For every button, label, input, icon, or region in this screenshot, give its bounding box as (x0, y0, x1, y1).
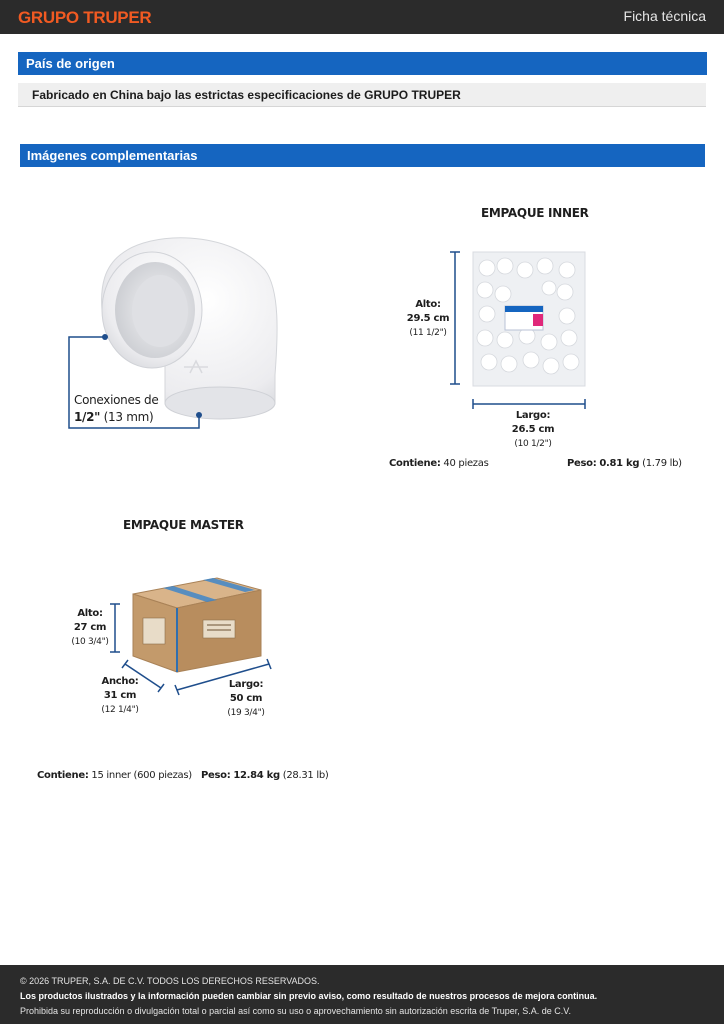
inner-height-label (398, 298, 458, 340)
inner-contents-title: Contiene: (389, 458, 441, 469)
origin-text: Fabricado en China bajo las estrictas especificaciones de GRUPO TRUPER (18, 83, 706, 107)
connection-size-label (74, 392, 174, 426)
master-length-imperial: (19 3/4") (227, 708, 265, 718)
inner-contents (389, 457, 489, 471)
master-package-title: EMPAQUE MASTER (123, 518, 244, 532)
master-height-label (62, 607, 118, 649)
master-width-imperial: (12 1/4") (101, 705, 139, 715)
connection-metric: (13 mm) (103, 410, 154, 424)
master-contents-value: 15 inner (600 piezas) (91, 770, 192, 781)
master-height-title: Alto: (77, 608, 103, 619)
master-width-value: 31 cm (103, 690, 137, 701)
master-weight-imperial: (28.31 lb) (282, 770, 329, 781)
inner-weight-imperial: (1.79 lb) (642, 458, 682, 469)
master-width-title: Ancho: (101, 676, 139, 687)
inner-weight-title: Peso: (567, 458, 597, 469)
master-contents-title: Contiene: (37, 770, 89, 781)
master-weight-value: 12.84 kg (233, 770, 280, 781)
inner-length-label (500, 409, 566, 451)
top-bar (0, 0, 724, 34)
master-length-label (218, 678, 274, 720)
brand-logo: GRUPO TRUPER (18, 8, 152, 27)
footer-copyright: © 2026 TRUPER, S.A. DE C.V. TODOS LOS DERECHOS RESERVADOS. (20, 976, 320, 986)
inner-height-value: 29.5 cm (406, 313, 450, 324)
connection-label: Conexiones de (74, 393, 159, 407)
origin-heading: País de origen (18, 52, 707, 75)
inner-package-image (445, 248, 595, 413)
footer-legal: Prohibida su reproducción o divulgación total o parcial así como su uso o aprovechamiento sin autorización escrita de Truper, S.A. de C.V. (20, 1006, 571, 1016)
document-type: Ficha técnica (623, 8, 706, 24)
master-length-title: Largo: (228, 679, 264, 690)
inner-contents-value: 40 piezas (443, 458, 489, 469)
inner-weight (567, 457, 682, 471)
images-heading: Imágenes complementarias (20, 144, 705, 167)
master-weight (201, 769, 329, 783)
inner-length-imperial: (10 1/2") (514, 439, 552, 449)
inner-weight-value: 0.81 kg (599, 458, 640, 469)
inner-length-value: 26.5 cm (511, 424, 555, 435)
footer-notice: Los productos ilustrados y la información pueden cambiar sin previo aviso, como resultado de nuestros procesos de mejora continua. (20, 991, 598, 1001)
inner-height-title: Alto: (415, 299, 441, 310)
master-contents (37, 769, 192, 783)
page-footer (0, 965, 724, 1024)
inner-height-imperial: (11 1/2") (409, 328, 447, 338)
master-height-imperial: (10 3/4") (71, 637, 109, 647)
master-height-value: 27 cm (73, 622, 107, 633)
connection-size: 1/2" (74, 410, 101, 424)
inner-length-title: Largo: (515, 410, 551, 421)
master-width-label (92, 675, 148, 717)
inner-package-title: EMPAQUE INNER (481, 206, 589, 220)
master-length-value: 50 cm (229, 693, 263, 704)
master-weight-title: Peso: (201, 770, 231, 781)
